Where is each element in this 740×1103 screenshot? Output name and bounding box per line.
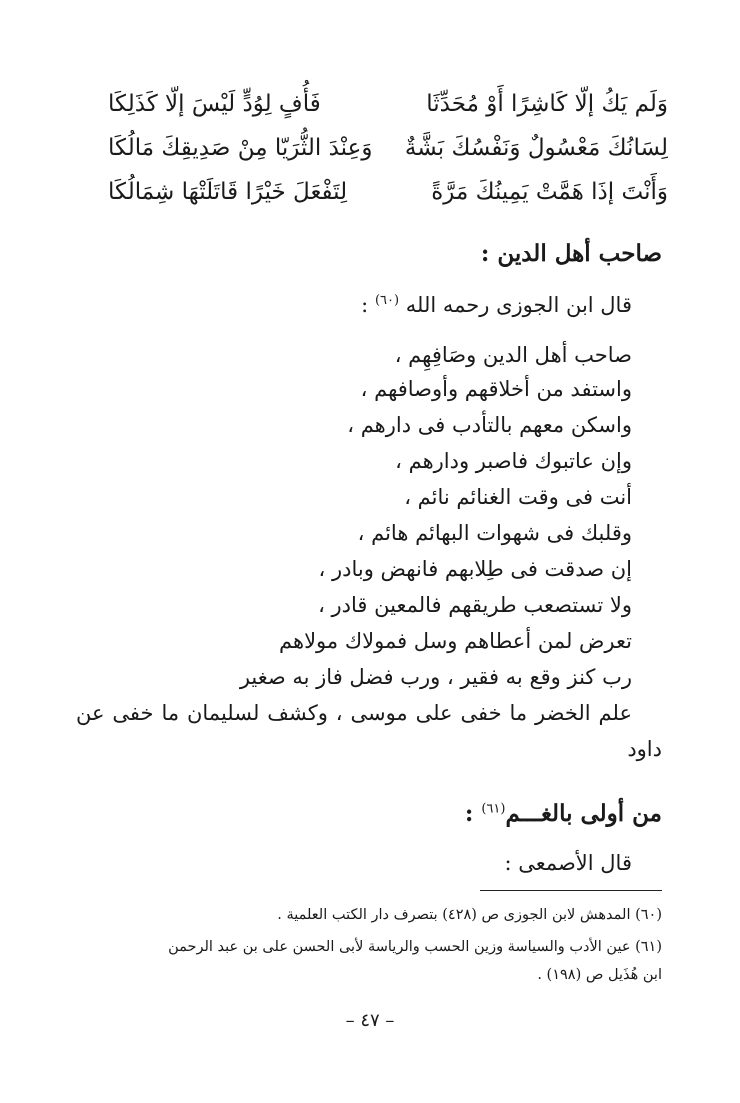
prose-line: واستفد من أخلاقهم وأوصافهم ، (360, 377, 632, 401)
poem-verse (108, 126, 668, 170)
prose-line: رب كنز وقع به فقير ، ورب فضل فاز به صغير (239, 665, 632, 689)
poem-hemistich-first: لِسَانُكَ مَعْسُولٌ وَنَفْسُكَ بَشَّةٌ (404, 135, 668, 161)
footnote-61-continuation: ابن هُذَيل ص (١٩٨) . (537, 967, 662, 983)
section-heading (465, 800, 662, 827)
prose-line: واسكن معهم بالتأدب فى دارهم ، (347, 413, 632, 437)
footnote-61: (٦١) عين الأدب والسياسة وزين الحسب والرياسة لأبى الحسن على بن عبد الرحمن (168, 939, 662, 955)
heading-text: من أولى بالغـــم (505, 800, 662, 827)
section-heading: صاحب أهل الدين : (480, 240, 662, 267)
footnote-divider (480, 890, 662, 891)
poem-hemistich-first: وَلَم يَكُ إلّا كَاشِرًا أَوْ مُحَدِّثَا (426, 91, 668, 117)
prose-line: إن صدقت فى طِلابهم فانهض وبادر ، (318, 557, 632, 581)
footnote-ref: (٦٠) (374, 293, 400, 308)
section-intro: قال الأصمعى : (504, 851, 632, 875)
poem-verse (108, 170, 668, 214)
intro-colon: : (361, 293, 375, 317)
poem-hemistich-second: لِتَفْعَلَ خَيْرًا قَاتَلَتْهَا شِمَالُكَا (108, 179, 348, 205)
poem-hemistich-first: وَأَنْتَ إذَا هَمَّتْ يَمِينُكَ مَرَّةً (431, 179, 668, 205)
poem-hemistich-second: وَعِنْدَ الثُّرَيّا مِنْ صَدِيقِكَ مَالُكَا (108, 135, 373, 161)
prose-line: أنت فى وقت الغنائم نائم ، (404, 485, 632, 509)
prose-line: وإن عاتبوك فاصبر ودارهم ، (395, 449, 632, 473)
prose-line: وقلبك فى شهوات البهائم هائم ، (357, 521, 632, 545)
prose-line: صاحب أهل الدين وصَافِهِم ، (394, 343, 632, 367)
page-number: – ٤٧ – (345, 1010, 395, 1031)
intro-text: قال ابن الجوزى رحمه الله (405, 293, 632, 317)
prose-line: ولا تستصعب طريقهم فالمعين قادر ، (318, 593, 632, 617)
section-intro (361, 286, 632, 320)
prose-line-justified: علم الخضر ما خفى على موسى ، وكشف لسليمان ما خفى عن (76, 701, 632, 725)
poem-verse (108, 82, 668, 126)
prose-line: تعرض لمن أعطاهم وسل فمولاك مولاهم (279, 629, 632, 653)
prose-line-continuation: داود (627, 737, 662, 761)
footnote-ref: (٦١) (481, 801, 506, 817)
poem-block (108, 82, 668, 214)
heading-colon: : (464, 800, 482, 827)
footnote-60: (٦٠) المدهش لابن الجوزى ص (٤٢٨) بتصرف دار الكتب العلمية . (277, 907, 662, 923)
poem-hemistich-second: فَأُفٍ لِوُدٍّ لَيْسَ إلّا كَذَلِكَا (108, 91, 321, 117)
